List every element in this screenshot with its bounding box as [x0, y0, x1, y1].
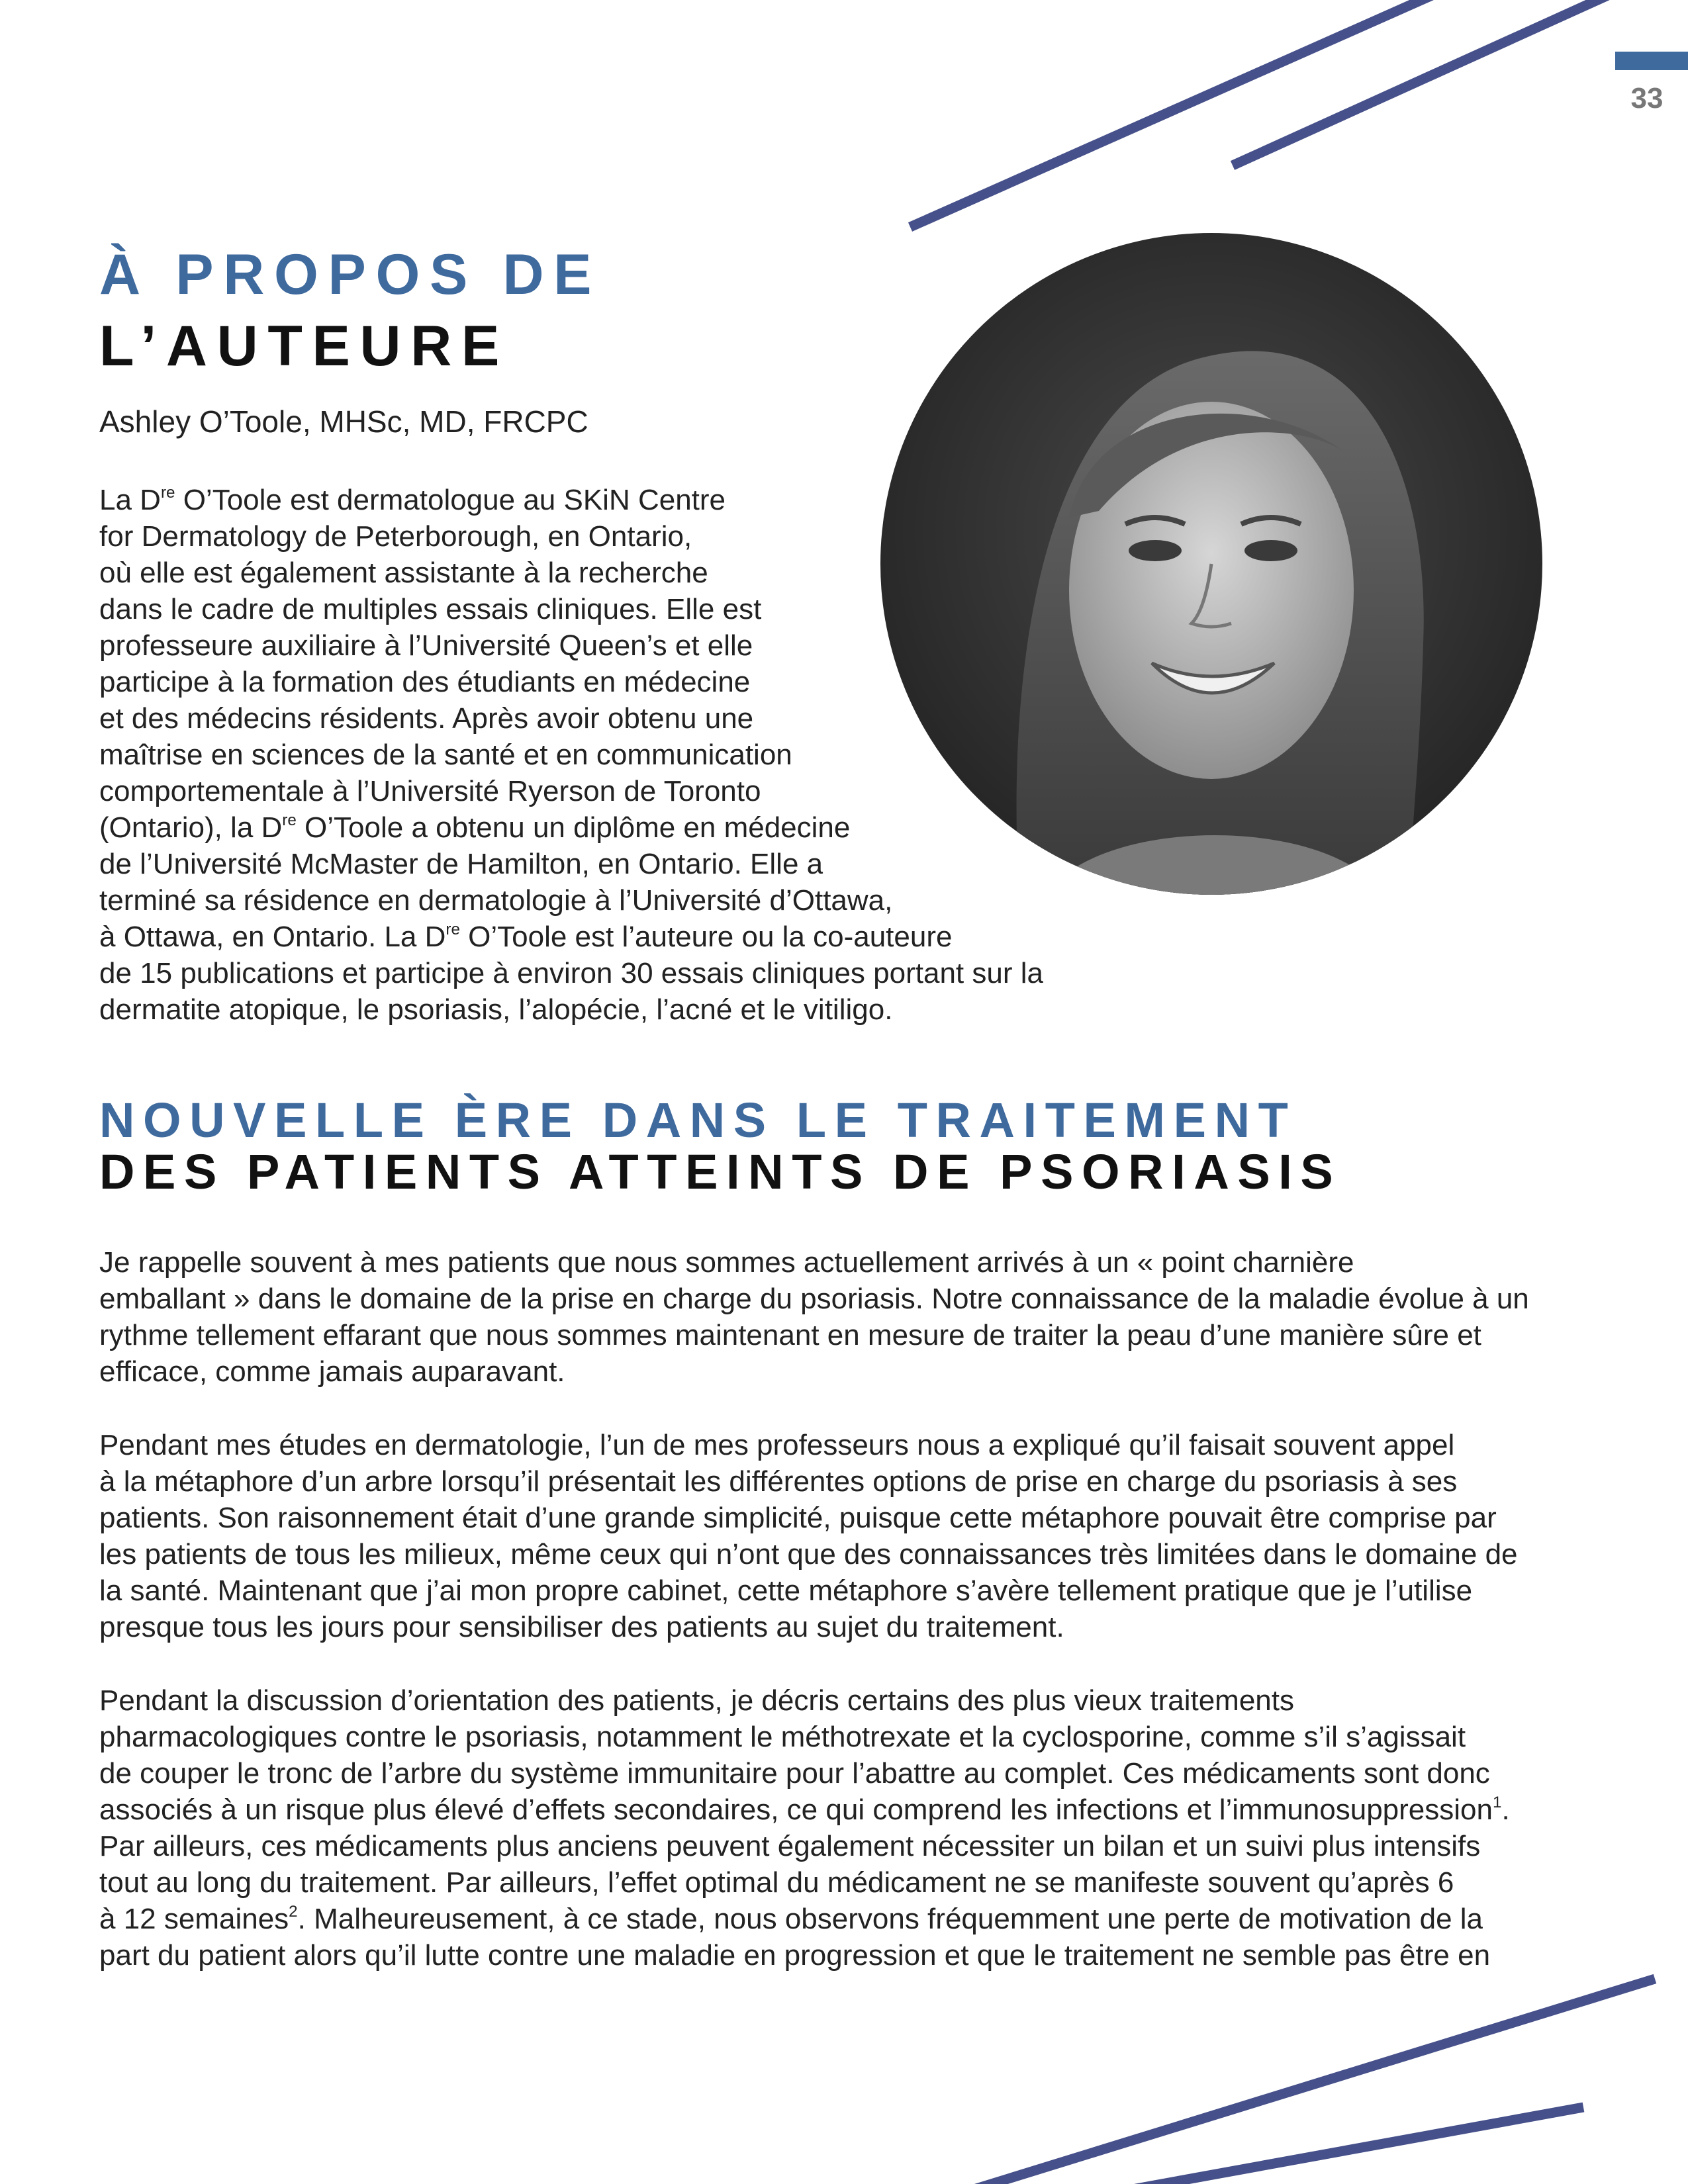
text-segment: de l’Université McMaster de Hamilton, en Ontario. Elle a	[99, 848, 823, 880]
text-segment: terminé sa résidence en dermatologie à l’Université d’Ottawa,	[99, 884, 893, 917]
paragraph-line	[99, 1719, 1510, 1755]
bio-line	[99, 882, 1043, 919]
paragraph-1	[99, 1244, 1529, 1390]
text-segment: O’Toole est l’auteure ou la co-auteure	[459, 921, 953, 953]
text-segment: comportementale à l’Université Ryerson de Toronto	[99, 775, 761, 807]
text-segment: de couper le tronc de l’arbre du système immunitaire pour l’abattre au complet. Ces médicaments sont donc	[99, 1757, 1490, 1790]
text-segment: tout au long du traitement. Par ailleurs, l’effet optimal du médicament ne se manifeste souvent qu’après 6	[99, 1866, 1454, 1899]
text-segment: la santé. Maintenant que j’ai mon propre cabinet, cette métaphore s’avère tellement pratique que je l’utilise	[99, 1574, 1473, 1607]
text-segment: de 15 publications et participe à environ 30 essais cliniques portant sur la	[99, 957, 1043, 989]
page-tab-marker	[1615, 52, 1688, 70]
section-title-line1: NOUVELLE ÈRE DANS LE TRAITEMENT	[99, 1093, 1297, 1148]
superscript: 2	[289, 1902, 298, 1921]
bio-line	[99, 955, 1043, 991]
text-segment: .	[1501, 1794, 1510, 1826]
text-segment: O’Toole a obtenu un diplôme en médecine	[296, 811, 851, 844]
about-title-line2: L’AUTEURE	[99, 314, 509, 378]
bio-line	[99, 919, 1043, 955]
paragraph-line	[99, 1427, 1518, 1463]
superscript: re	[160, 483, 175, 502]
text-segment: . Malheureusement, à ce stade, nous observons fréquemment une perte de motivation de la	[297, 1903, 1483, 1935]
bio-line	[99, 991, 1043, 1028]
section-title-line2: DES PATIENTS ATTEINTS DE PSORIASIS	[99, 1144, 1342, 1199]
page-number: 33	[1630, 82, 1664, 114]
text-segment: part du patient alors qu’il lutte contre une maladie en progression et que le traitement ne semble pas être en	[99, 1939, 1491, 1972]
author-name: Ashley O’Toole, MHSc, MD, FRCPC	[99, 404, 588, 439]
paragraph-line	[99, 1281, 1529, 1317]
stripe-top-2	[1233, 0, 1615, 165]
paragraph-line	[99, 1536, 1518, 1572]
about-title-line1: À PROPOS DE	[99, 243, 602, 306]
text-segment: Par ailleurs, ces médicaments plus anciens peuvent également nécessiter un bilan et un suivi plus intensifs	[99, 1830, 1481, 1862]
text-segment: efficace, comme jamais auparavant.	[99, 1355, 565, 1388]
paragraph-line	[99, 1901, 1510, 1937]
text-segment: Pendant mes études en dermatologie, l’un de mes professeurs nous a expliqué qu’il faisait souvent appel	[99, 1429, 1455, 1461]
paragraph-line	[99, 1792, 1510, 1828]
text-segment: for Dermatology de Peterborough, en Ontario,	[99, 520, 692, 553]
paragraph-line	[99, 1317, 1529, 1353]
bio-line	[99, 773, 1043, 809]
text-segment: dans le cadre de multiples essais cliniques. Elle est	[99, 593, 762, 625]
paragraph-line	[99, 1500, 1518, 1536]
bio-line	[99, 846, 1043, 882]
superscript: re	[282, 811, 297, 829]
paragraph-line	[99, 1572, 1518, 1609]
text-segment: presque tous les jours pour sensibiliser des patients au sujet du traitement.	[99, 1611, 1064, 1643]
text-segment: (Ontario), la D	[99, 811, 283, 844]
paragraph-line	[99, 1937, 1510, 1974]
paragraph-2	[99, 1427, 1518, 1645]
text-segment: professeure auxiliaire à l’Université Queen’s et elle	[99, 629, 753, 662]
paragraph-line	[99, 1353, 1529, 1390]
text-segment: et des médecins résidents. Après avoir obtenu une	[99, 702, 754, 735]
text-segment: où elle est également assistante à la recherche	[99, 557, 708, 589]
text-segment: à 12 semaines	[99, 1903, 289, 1935]
bio-line	[99, 809, 1043, 846]
text-segment: patients. Son raisonnement était d’une grande simplicité, puisque cette métaphore pouvait être comprise par	[99, 1502, 1497, 1534]
paragraph-line	[99, 1244, 1529, 1281]
text-segment: emballant » dans le domaine de la prise en charge du psoriasis. Notre connaissance de la maladie évolue à un	[99, 1283, 1529, 1315]
text-segment: participe à la formation des étudiants en médecine	[99, 666, 751, 698]
bio-line	[99, 737, 1043, 773]
superscript: 1	[1493, 1793, 1502, 1811]
paragraph-line	[99, 1609, 1518, 1645]
text-segment: associés à un risque plus élevé d’effets secondaires, ce qui comprend les infections et l’immunosuppression	[99, 1794, 1493, 1826]
paragraph-line	[99, 1463, 1518, 1500]
text-segment: à Ottawa, en Ontario. La D	[99, 921, 446, 953]
text-segment: O’Toole est dermatologue au SKiN Centre	[175, 484, 726, 516]
text-segment: rythme tellement effarant que nous sommes maintenant en mesure de traiter la peau d’une manière sûre et	[99, 1319, 1481, 1351]
paragraph-line	[99, 1682, 1510, 1719]
paragraph-line	[99, 1755, 1510, 1792]
text-segment: à la métaphore d’un arbre lorsqu’il présentait les différentes options de prise en charge du psoriasis à ses	[99, 1465, 1458, 1498]
text-segment: les patients de tous les milieux, même ceux qui n’ont que des connaissances très limitées dans le domaine de	[99, 1538, 1518, 1570]
paragraph-line	[99, 1828, 1510, 1864]
text-segment: maîtrise en sciences de la santé et en communication	[99, 739, 792, 771]
text-segment: Pendant la discussion d’orientation des patients, je décris certains des plus vieux traitements	[99, 1684, 1294, 1717]
text-segment: pharmacologiques contre le psoriasis, notamment le méthotrexate et la cyclosporine, comme s’il s’agissait	[99, 1721, 1466, 1753]
author-photo	[880, 233, 1542, 895]
text-segment: La D	[99, 484, 161, 516]
paragraph-line	[99, 1864, 1510, 1901]
bio-line	[99, 700, 1043, 737]
superscript: re	[445, 920, 460, 938]
text-segment: Je rappelle souvent à mes patients que nous sommes actuellement arrivés à un « point charnière	[99, 1246, 1354, 1279]
text-segment: dermatite atopique, le psoriasis, l’alopécie, l’acné et le vitiligo.	[99, 993, 893, 1026]
paragraph-3	[99, 1682, 1510, 1974]
